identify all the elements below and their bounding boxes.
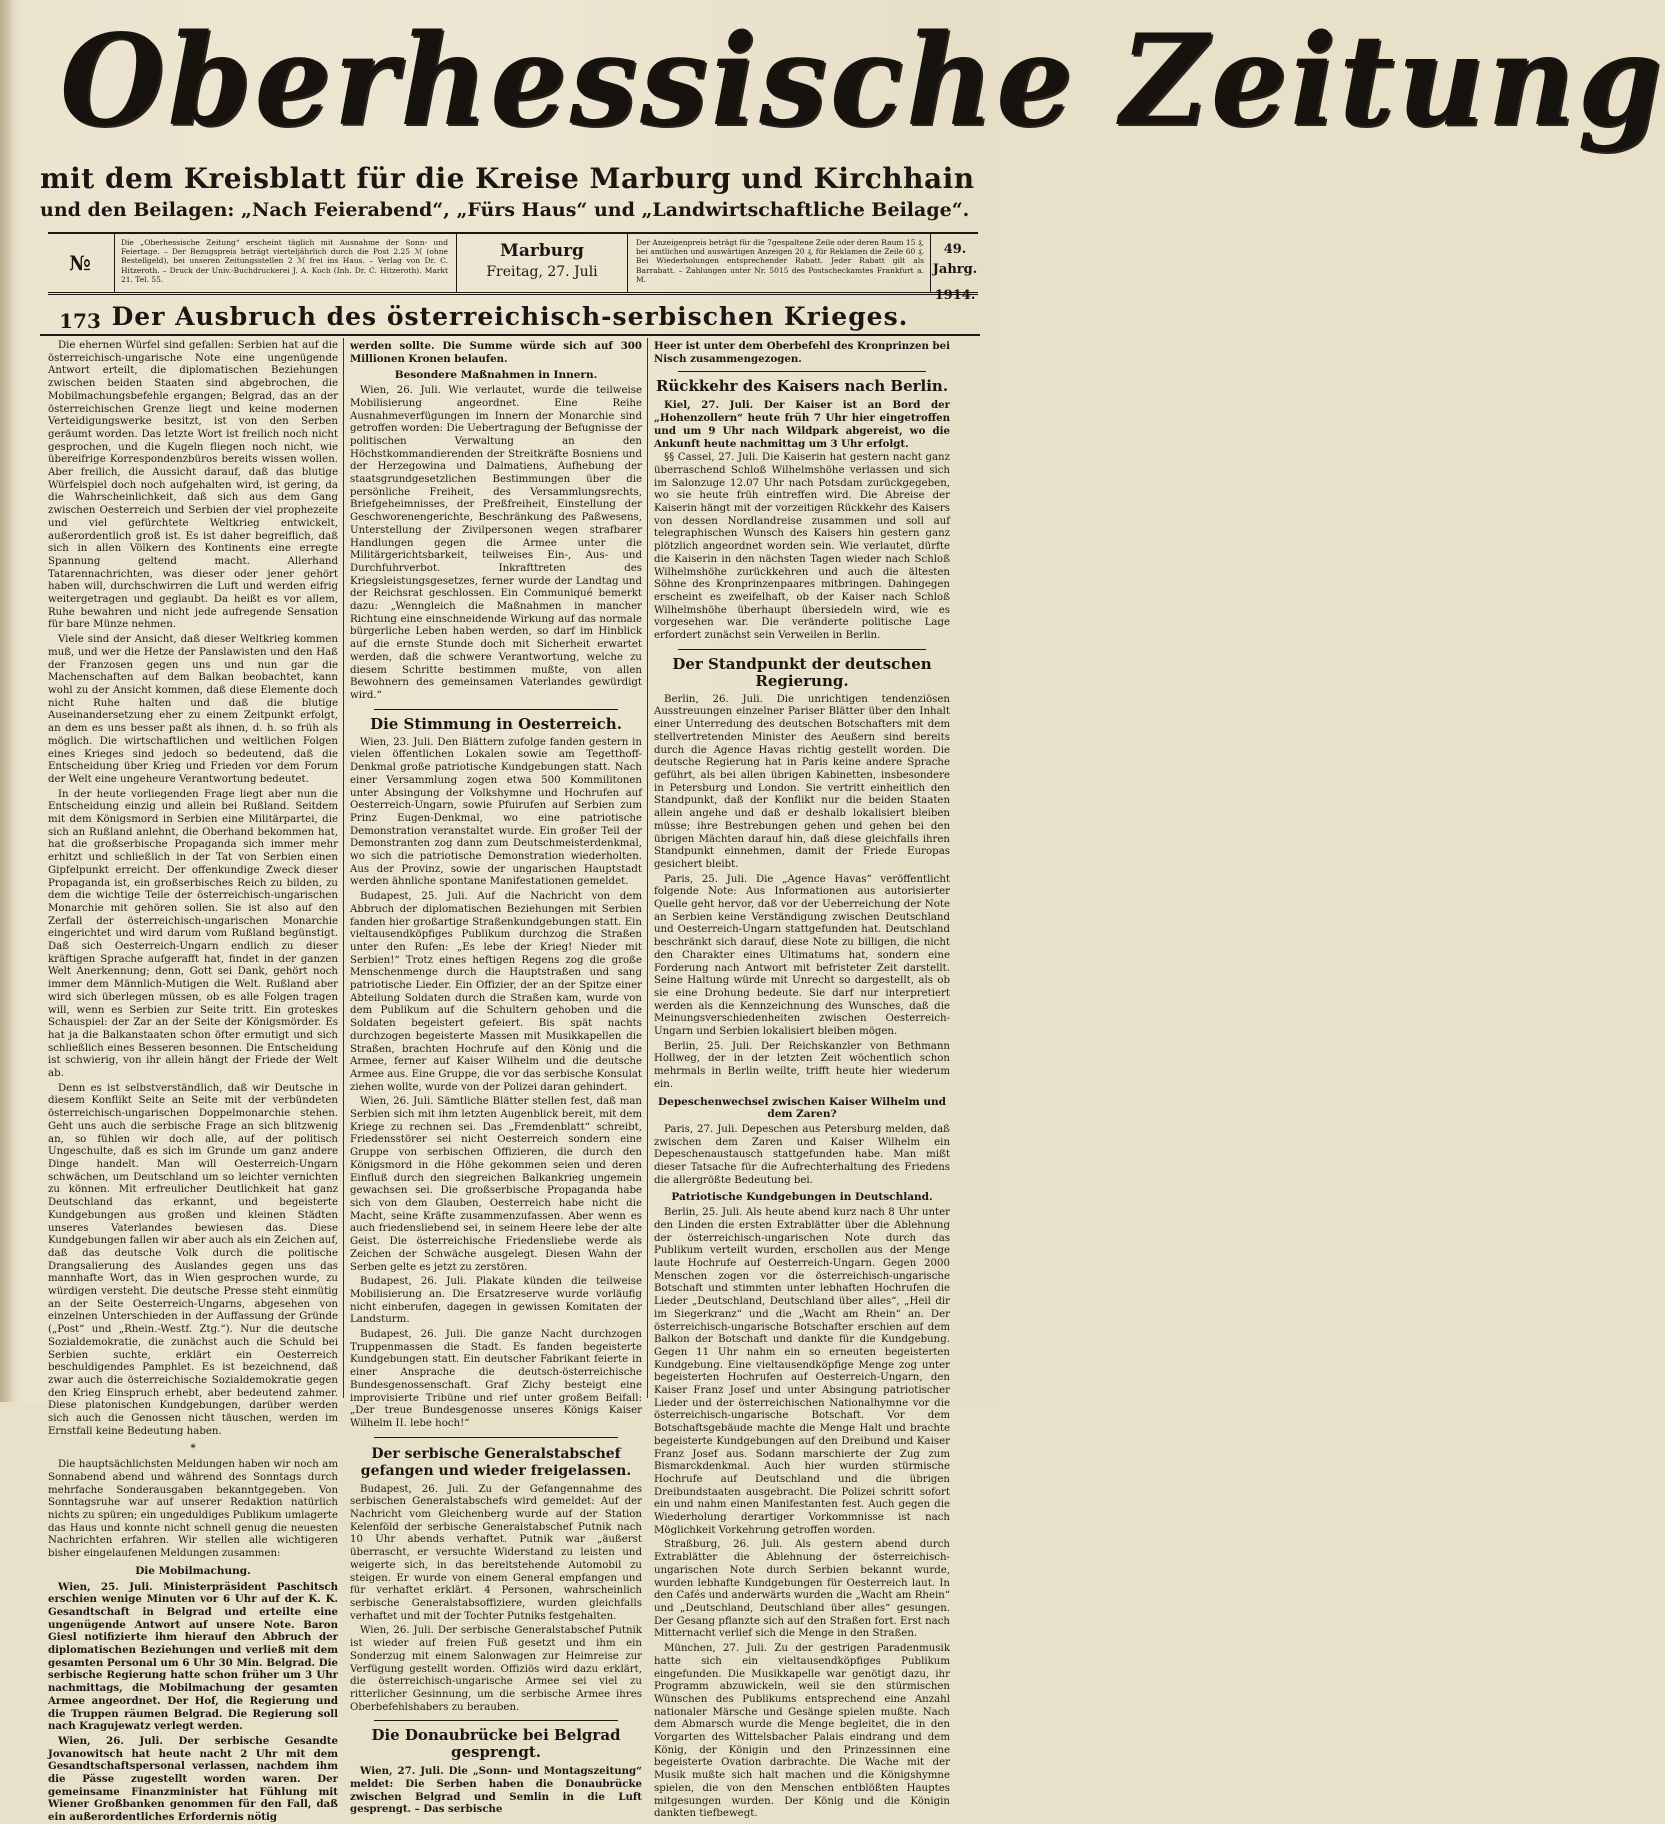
divider <box>374 1437 618 1438</box>
paragraph: Wien, 23. Juli. Den Blättern zufolge fanden gestern in vielen öffentlichen Lokalen sowie am Tegetthoff-Denkmal große patriotische Kundgebungen statt. Nach einer Versammlung zogen etwa 500 Kommilitonen unter Absingung der Volkshymne und Hochrufen auf Oesterreich-Ungarn, sowie Pfuirufen auf Serbien zum Prinz Eugen-Denkmal, wo eine patriotische Demonstration veranstaltet wurde. Ein großer Teil der Demonstranten zog dann zum Deutschmeisterdenkmal, wo sich die patriotische Demonstration wiederholten. Aus der Provinz, sowie der ungarischen Hauptstadt werden ähnliche spontane Manifestationen gemeldet. <box>350 736 642 888</box>
main-headline: Der Ausbruch des österreichisch-serbischen Krieges. <box>40 300 980 336</box>
article-heading: Der serbische Generalstabschef gefangen und wieder freigelassen. <box>360 1445 632 1479</box>
article-heading: Die Donaubrücke bei Belgrad gesprengt. <box>371 1726 621 1762</box>
paragraph: Wien, 27. Juli. Die „Sonn- und Montagszeitung“ meldet: Die Serben haben die Donaubrücke zwischen Belgrad und Semlin in die Luft gesprengt. – Das serbische <box>350 1765 642 1816</box>
section-heading: Die Mobilmachung. <box>135 1564 251 1577</box>
paragraph: Berlin, 25. Juli. Der Reichskanzler von Bethmann Hollweg, der in der letzten Zeit wöchentlich schon mehrmals in Berlin weilte, trifft heute hier wiederum ein. <box>654 1040 950 1090</box>
paragraph: Budapest, 26. Juli. Zu der Gefangennahme des serbischen Generalstabschefs wird gemeldet: Auf der Nachricht vom Gleichenberg wurde auf der Station Kelenföld der serbische Generalstabschef Putnik nach 10 Uhr abends verhaftet. Putnik war „äußerst überrascht, er versuchte Widerstand zu leisten und weigerte sich, in das bereitstehende Automobil zu steigen. Er wurde von einem General empfangen und für verhaftet erklärt. 4 Personen, wahrscheinlich serbische Generalstabsoffiziere, wurden gleichfalls verhaftet und mit der Tochter Putniks festgehalten. <box>350 1483 642 1622</box>
paragraph: Kiel, 27. Juli. Der Kaiser ist an Bord der „Hohenzollern“ heute früh 7 Uhr hier eingetroffen und um 9 Uhr nach Wildpark abgereist, wo die Ankunft heute nachmittag um 3 Uhr erfolgt. <box>654 399 950 450</box>
advertising-note: Der Anzeigenpreis beträgt für die 7gespaltene Zeile oder deren Raum 15 ₰, bei amtlichen und auswärtigen Anzeigen 20 ₰, für Reklamen die Zeile 60 ₰. Bei Wiederholungen entsprechender Rabatt. Jeder Rabatt gilt als Barrabatt. – Zahlungen unter Nr. 5015 des Postscheckamtes Frankfurt a. M. <box>636 238 924 284</box>
dateline-box <box>456 234 628 292</box>
article-heading: Der Standpunkt der deutschen Regierung. <box>672 654 932 690</box>
article-heading: Rückkehr des Kaisers nach Berlin. <box>655 377 949 396</box>
paragraph: Berlin, 25. Juli. Als heute abend kurz nach 8 Uhr unter den Linden die ersten Extrablätter über die Ablehnung der österreichisch-ungarischen Note durch das Publikum verteilt wurden, erschollen aus der Menge laute Hochrufe auf Oesterreich-Ungarn. Gegen 2000 Menschen zogen vor die österreichisch-ungarische Botschaft und stimmten unter lebhaften Hochrufen die Lieder „Deutschland, Deutschland über alles“, „Heil dir im Siegerkranz“ und die „Wacht am Rhein“ an. Der österreichisch-ungarische Botschafter erschien auf dem Balkon der Botschaft und dankte für die Kundgebung. Gegen 11 Uhr nahm ein so erneuten begeisterten Kundgebung. Eine vieltausendköpfige Menge zog unter begeisterten Hochrufen auf Oesterreich-Ungarn, den Kaiser Franz Josef und unter Absingung patriotischer Lieder und der österreichischen Nationalhymne vor die österreichisch-ungarische Botschaft. Vor dem Botschaftsgebäude machte die Menge Halt und brachte begeisterte Kundgebungen auf den Dreibund und Kaiser Franz Josef aus. Sodann marschierte der Zug zum Bismarckdenkmal. Auch hier wurden stürmische Hochrufe auf Deutschland und die übrigen Dreibundstaaten ausgebracht. Die Polizei schritt sofort ein und nahm einen Manifestanten fest. Auch gegen die Wiederholung derartiger Vorkommnisse ist nach Möglichkeit Vorkehrung getroffen worden. <box>654 1207 950 1536</box>
paragraph: werden sollte. Die Summe würde sich auf 300 Millionen Kronen belaufen. <box>350 340 642 365</box>
divider <box>678 649 926 650</box>
paragraph: Wien, 26. Juli. Der serbische Generalstabschef Putnik ist wieder auf freien Fuß gesetzt und ihm ein Sonderzug mit einem Salonwagen zur Heimreise zur Verfügung gestellt worden. Offiziös wird dazu erklärt, die österreichisch-ungarische Armee sei viel zu ritterlicher Gesinnung, um die serbische Armee ihres Oberbefehlshabers zu berauben. <box>350 1625 642 1713</box>
masthead-subtitle: mit dem Kreisblatt für die Kreise Marburg und Kirchhain <box>40 162 975 195</box>
paragraph: Viele sind der Ansicht, daß dieser Weltkrieg kommen muß, und wer die Hetze der Panslawisten und den Haß der Franzosen gegen uns und nun gar die Machenschaften auf dem Balkan beobachtet, kann wohl zu der Ansicht kommen, daß diese Elemente doch nicht Ruhe halten und daß die blutige Auseinandersetzung eher zu einem Zeitpunkt erfolgt, an dem es uns besser paßt als ihnen, d. h. so früh als möglich. Die wirtschaftlichen und weltlichen Folgen eines Krieges sind jedoch so bedeutend, daß die Entscheidung über Krieg und Frieden vor dem Forum der Welt eine ungeheure Verantwortung bedeutet. <box>48 634 338 785</box>
paragraph: Berlin, 26. Juli. Die unrichtigen tendenziösen Ausstreuungen einzelner Pariser Blätter über den Inhalt einer Unterredung des deutschen Botschafters mit dem stellvertretenden Minister des Aeußern sind bereits durch die Agence Havas richtig gestellt worden. Die deutsche Regierung hat in Paris keine andere Sprache geführt, als bei allen übrigen Kabinetten, insbesondere in Petersburg und London. Sie vertritt einheitlich den Standpunkt, daß der Konflikt nur die beiden Staaten allein angehe und daß er deshalb lokalisiert bleiben müsse; ihre Bestrebungen gehen und gehen bei den übrigen Mächten darauf hin, daß diese gleichfalls ihren Standpunkt einnehmen, damit der Friede Europas gesichert bleibt. <box>654 693 950 870</box>
paragraph: Budapest, 26. Juli. Die ganze Nacht durchzogen Truppenmassen die Stadt. Es fanden begeisterte Kundgebungen statt. Ein deutscher Fabrikant feierte in einer Ansprache die deutsch-österreichische Bundesgenossenschaft. Graf Zichy besteigt eine improvisierte Tribüne und rief unter großem Beifall: „Der treue Bundesgenosse unseres Königs Kaiser Wilhelm II. lebe hoch!“ <box>350 1329 642 1429</box>
issue-date: Freitag, 27. Juli <box>486 264 598 280</box>
paragraph: Die ehernen Würfel sind gefallen: Serbien hat auf die österreichisch-ungarische Note eine ungenügende Antwort erteilt, die diplomatischen Beziehungen zwischen beiden Staaten sind abgebrochen, die Mobilmachungsbefehle ergangen; Belgrad, das an der österreichischen Grenze liegt und keine modernen Verteidigungswerke besitzt, ist von den Serben geräumt worden. Das letzte Wort ist freilich noch nicht gesprochen, und die Kugeln fliegen noch nicht, wie übereifrige Korrespondenzbüros bereits wissen wollen. Aber freilich, die Aussicht darauf, daß das blutige Würfelspiel doch noch aufgehalten wird, ist gering, da die Wahrscheinlichkeit, daß sich aus dem Gang zwischen Oesterreich und Serbien der viel prophezeite und viel gefürchtete Weltkrieg entwickelt, außerordentlich groß ist. Es ist daher begreiflich, daß sich in allen Völkern des Kontinents eine erregte Spannung geltend macht. Allerhand Tatarennachrichten, was dieser oder jener gehört haben will, durchschwirren die Luft und werden eifrig weitergetragen und geglaubt. Da heißt es vor allem, Ruhe bewahren und nicht jede aufregende Sensation für bare Münze nehmen. <box>48 340 338 631</box>
publisher-note: Die „Oberhessische Zeitung“ erscheint täglich mit Ausnahme der Sonn- und Feiertage. – Der Bezugspreis beträgt vierteljährlich durch die Post 2.25 ℳ (ohne Bestellgeld), bei unseren Zeitungsstellen 2 ℳ frei ins Haus. – Verlag von Dr. C. Hitzeroth. – Druck der Univ.-Buchdruckerei J. A. Koch (Inh. Dr. C. Hitzeroth). Markt 21. Tel. 55. <box>114 234 454 292</box>
year: 1914. <box>934 288 976 303</box>
divider <box>374 1720 618 1721</box>
paragraph: Budapest, 26. Juli. Plakate künden die teilweise Mobilisierung an. Die Ersatzreserve wurde vorläufig nicht einberufen, dagegen in gewissen Komitaten der Landsturm. <box>350 1276 642 1326</box>
column-1 <box>48 340 338 1824</box>
paragraph: Budapest, 25. Juli. Auf die Nachricht von dem Abbruch der diplomatischen Beziehungen mit Serbien fanden hier großartige Straßenkundgebungen statt. Ein vieltausendköpfiges Publikum durchzog die Straßen unter den Rufen: „Es lebe der Krieg! Nieder mit Serbien!“ Trotz eines heftigen Regens zog die große Menschenmenge durch die Hauptstraßen und sang patriotische Lieder. Ein Offizier, der an der Spitze einer Abteilung Soldaten durch die Straßen kam, wurde von dem Publikum auf die Schultern gehoben und die Soldaten begeistert gefeiert. Bis spät nachts durchzogen begeisterte Massen mit Musikkapellen die Straßen, brachten Hochrufe auf den König und die Armee, ferner auf Kaiser Wilhelm und die deutsche Armee aus. Eine Gruppe, die vor das serbische Konsulat ziehen wollte, wurde von der Polizei daran gehindert. <box>350 891 642 1093</box>
section-divider-star: * <box>190 1442 196 1455</box>
paragraph: Paris, 25. Juli. Die „Agence Havas“ veröffentlicht folgende Note: Aus Informationen aus autorisierter Quelle geht hervor, daß vor der Ueberreichung der Note an Serbien keine Verständigung zwischen Deutschland und Oesterreich-Ungarn stattgefunden hat. Deutschland beschränkt sich darauf, diese Note zu billigen, die nicht den Charakter eines Ultimatums hat, sondern eine Forderung nach Antwort mit befristeter Zeit darstellt. Seine Haltung würde mit Unrecht so dargestellt, als ob sie eine Drohung bedeute. Sie darf nur interpretiert werden als die Kennzeichnung des Wunsches, daß die Meinungsverschiedenheiten zwischen Oesterreich-Ungarn und Serbien lokalisiert bleiben mögen. <box>654 873 950 1038</box>
article-heading: Die Stimmung in Oesterreich. <box>370 714 622 733</box>
paragraph: Wien, 26. Juli. Sämtliche Blätter stellen fest, daß man Serbien sich mit ihm letzten Augenblick bereit, mit dem Kriege zu rechnen sei. Das „Fremdenblatt“ schreibt, Friedensstörer sei nicht Oesterreich sondern eine Gruppe von serbischen Offizieren, die durch den Königsmord in die Höhe gekommen seien und deren Einfluß durch den siegreichen Balkankrieg ungemein gewachsen sei. Die großserbische Propaganda habe sich von dem Glauben, Oesterreich habe nicht die Macht, seine Kräfte zusammenzufassen. Aber wenn es auch friedensliebend sei, in seinem Heere lebe der alte Geist. Die österreichische Friedensliebe werde als Zeichen der Schwäche ausgelegt. Diesen Wahn der Serben gelte es jetzt zu zerstören. <box>350 1096 642 1273</box>
divider <box>678 371 926 372</box>
volume-box <box>930 234 979 303</box>
column-rule <box>343 338 344 1398</box>
paragraph: Heer ist unter dem Oberbefehl des Kronprinzen bei Nisch zusammengezogen. <box>654 340 950 365</box>
paragraph: Paris, 27. Juli. Depeschen aus Petersburg melden, daß zwischen dem Zaren und Kaiser Wilhelm ein Depeschenaustausch stattgefunden habe. Man mißt dieser Tatsache für die Aufrechterhaltung des Friedens die allergrößte Bedeutung bei. <box>654 1123 950 1186</box>
issue-number: № 173 <box>59 251 101 333</box>
paragraph: Wien, 26. Juli. Der serbische Gesandte Jovanowitsch hat heute nacht 2 Uhr mit dem Gesandtschaftspersonal verlassen, nachdem ihm die Pässe zugestellt worden waren. Der gemeinsame Finanzminister hat Fühlung mit Wiener Großbanken genommen für den Fall, daß ein außerordentliches Erfordernis nötig <box>48 1734 338 1824</box>
column-2 <box>350 340 642 1816</box>
paragraph: In der heute vorliegenden Frage liegt aber nun die Entscheidung einzig und allein bei Rußland. Seitdem mit dem Königsmord in Serbien eine Militärpartei, die sich an Rußland anlehnt, die Oberhand bekommen hat, hat die großserbische Propaganda sich immer mehr erhitzt und schließlich in der Tat von Serbien einen Gipfelpunkt erreicht. Der offenkundige Zweck dieser Propaganda ist, ein großserbisches Reich zu bilden, zu dem die wichtige Teile der österreichisch-ungarischen Monarchie mit gehören sollen. Sie ist also auf den Zerfall der österreichisch-ungarischen Monarchie eingerichtet und wird darum vom Rußland begünstigt. Daß sich Oesterreich-Ungarn endlich zu dieser kräftigen Sprache aufgerafft hat, findet in der ganzen Welt Anerkennung; denn, Gott sei Dank, gehört noch immer dem Männlich-Mutigen die Welt. Rußland aber wird sich überlegen müssen, ob es alle Folgen tragen will, wenn es Serbien zur Seite tritt. Ein groteskes Schauspiel: der Zar an der Seite der Königsmörder. Es hat ja die Balkanstaaten schon öfter ermutigt und sich schließlich eines Besseren besonnen. Die Entscheidung ist schwierig, von ihr allein hängt der Friede der Welt ab. <box>48 788 338 1080</box>
section-heading: Patriotische Kundgebungen in Deutschland. <box>671 1191 933 1204</box>
binding-shadow <box>0 0 14 1402</box>
paragraph: §§ Cassel, 27. Juli. Die Kaiserin hat gestern nacht ganz überraschend Schloß Wilhelmshöhe verlassen und sich im Salonzuge 12.07 Uhr nach Potsdam zurückgegeben, wo sie heute früh eintreffen wird. Die Abreise der Kaiserin hängt mit der vorzeitigen Rückkehr des Kaisers von dessen Nordlandreise zusammen und soll auf telegraphischen Wunsch des Kaisers hin gestern ganz plötzlich angeordnet worden sein. Wie verlautet, dürfte die Kaiserin in den nächsten Tagen wieder nach Schloß Wilhelmshöhe zurückkehren und auch die ältesten Söhne des Kronprinzenpaares mitbringen. Dahingegen erscheint es zweifelhaft, ob der Kaiser nach Schloß Wilhelmshöhe überhaupt übersiedeln wird, wie es vorgesehen war. Die veränderte politische Lage erfordert zunächst sein Verweilen in Berlin. <box>654 452 950 642</box>
paragraph: Wien, 26. Juli. Wie verlautet, wurde die teilweise Mobilisierung angeordnet. Eine Reihe Ausnahmeverfügungen im Innern der Monarchie sind getroffen worden: Die Uebertragung der Befugnisse der politischen Verwaltung an den Höchstkommandierenden der Streitkräfte Bosniens und der Herzegowina und Dalmatiens, Aufhebung der staatsgrundgesetzlichen Bestimmungen über die persönliche Freiheit, des Versammlungsrechts, Briefgeheimnisses, der Preßfreiheit, Einstellung der Geschworenengerichte, Beschränkung des Paßwesens, Unterstellung der Zivilpersonen wegen strafbarer Handlungen gegen die Armee unter die Militärgerichtsbarkeit, teilweises Ein-, Aus- und Durchfuhrverbot. Inkrafttreten des Kriegsleistungsgesetzes, ferner wurde der Landtag und der Reichsrat geschlossen. Ein Communiqué bemerkt dazu: „Wenngleich die Maßnahmen in mancher Richtung eine einschneidende Wirkung auf das normale bürgerliche Leben haben werden, so darf im Hinblick auf die ernste Stunde doch mit Sicherheit erwartet werden, daß die schwere Verantwortung, welche zu diesem Schritte bestimmen mußte, von allen Bewohnern des gemeinsamen Vaterlandes gewürdigt wird.“ <box>350 385 642 701</box>
volume: 49. Jahrg. <box>932 242 978 277</box>
divider <box>374 709 618 710</box>
paragraph: Wien, 25. Juli. Ministerpräsident Paschitsch erschien wenige Minuten vor 6 Uhr auf der K. K. Gesandtschaft in Belgrad und erteilte eine ungenügende Antwort auf unsere Note. Baron Giesl notifizierte ihm hierauf den Abbruch der diplomatischen Beziehungen und verließ mit dem gesamten Personal um 6 Uhr 30 Min. Belgrad. Die serbische Regierung hatte schon früher um 3 Uhr nachmittags, die Mobilmachung der gesamten Armee angeordnet. Der Hof, die Regierung und die Truppen räumen Belgrad. Die Regierung soll nach Kragujewatz verlegt werden. <box>48 1580 338 1733</box>
masthead-supplements: und den Beilagen: „Nach Feierabend“, „Fürs Haus“ und „Landwirtschaftliche Beilage“. <box>40 199 970 221</box>
paragraph: Die hauptsächlichsten Meldungen haben wir noch am Sonnabend abend und während des Sonntags durch mehrfache Sonderausgaben bekanntgegeben. Von Sonntagsruhe war auf unserer Redaktion natürlich nichts zu spüren; ein ungeduldiges Publikum umlagerte das Haus und konnte nicht schnell genug die neuesten Nachrichten erfahren. Wir stellen alle wichtigeren bisher eingelaufenen Meldungen zusammen: <box>48 1459 338 1560</box>
section-heading: Besondere Maßnahmen in Innern. <box>394 369 598 382</box>
city: Marburg <box>500 241 584 261</box>
paragraph: Denn es ist selbstverständlich, daß wir Deutsche in diesem Konflikt Seite an Seite mit der verbündeten österreichisch-ungarischen Doppelmonarchie stehen. Geht uns auch die serbische Frage an sich blitzwenig an, so fühlen wir doch alle, auf der politisch Ungeschulte, daß es sich im Grunde um ganz andere Dinge handelt. Man will Oesterreich-Ungarn schwächen, um Deutschland um so leichter vernichten zu können. Mit erfreulicher Deutlichkeit hat ganz Deutschland das erkannt, und begeisterte Kundgebungen aus großen und kleinen Städten unseres Vaterlandes bewiesen das. Diese Kundgebungen fallen wir aber auch als ein Zeichen auf, daß das deutsche Volk durch die politische Drangsalierung des Auslandes gegen uns das mannhafte Wort, das in Wien gesprochen wurde, zu würdigen versteht. Die deutsche Presse steht einmütig an der Seite Oesterreich-Ungarns, abgesehen von einzelnen Unterschieden in der Auffassung der Gründe („Post“ und „Rhein.-Westf. Ztg.“). Nur die deutsche Sozialdemokratie, die zunächst auch die Schuld bei Serbien suchte, erklärt ein Oesterreich beschuldigendes Pamphlet. Es ist bezeichnend, daß zwar auch die österreichische Sozialdemokratie gegen den Krieg Einspruch erhebt, aber bedeutend zahmer. Diese platonischen Kundgebungen, darüber werden sich auch die Genossen nicht täuschen, werden im Ernstfall keine Bedeutung haben. <box>48 1082 338 1437</box>
masthead-title: Oberhessische Zeitung <box>60 6 1665 155</box>
column-3 <box>654 340 950 1820</box>
paragraph: Straßburg, 26. Juli. Als gestern abend durch Extrablätter die Ablehnung der österreichisch-ungarischen Note durch Serbien bekannt wurde, wurden lebhafte Kundgebungen für Oesterreich laut. In den Cafés und anderwärts wurden die „Wacht am Rhein“ und „Deutschland, Deutschland über alles“ gesungen. Der Gesang pflanzte sich auf den Straßen fort. Erst nach Mitternacht verlief sich die Menge in den Straßen. <box>654 1539 950 1640</box>
paragraph: München, 27. Juli. Zu der gestrigen Paradenmusik hatte sich ein vieltausendköpfiges Publikum eingefunden. Die Musikkapelle war genötigt dazu, ihr Programm abzuwickeln, weil sie den stürmischen Wünschen des Publikums entsprechend eine Anzahl nationaler Märsche und Gesänge spielen mußte. Nach dem Abmarsch wurde die Menge begleitet, die in den Vorgarten des Wittelsbacher Palais eindrang und dem König, der Königin und den Prinzessinnen eine begeisterte Ovation darbrachte. Die Wache mit der Musik mußte sich halt machen und die Königshymne spielen, die von den Menschen entblößten Hauptes mitgesungen wurden. Der König und die Königin dankten tiefbewegt. <box>654 1643 950 1820</box>
column-rule <box>647 338 648 1398</box>
section-heading: Depeschenwechsel zwischen Kaiser Wilhelm und dem Zaren? <box>658 1095 946 1121</box>
